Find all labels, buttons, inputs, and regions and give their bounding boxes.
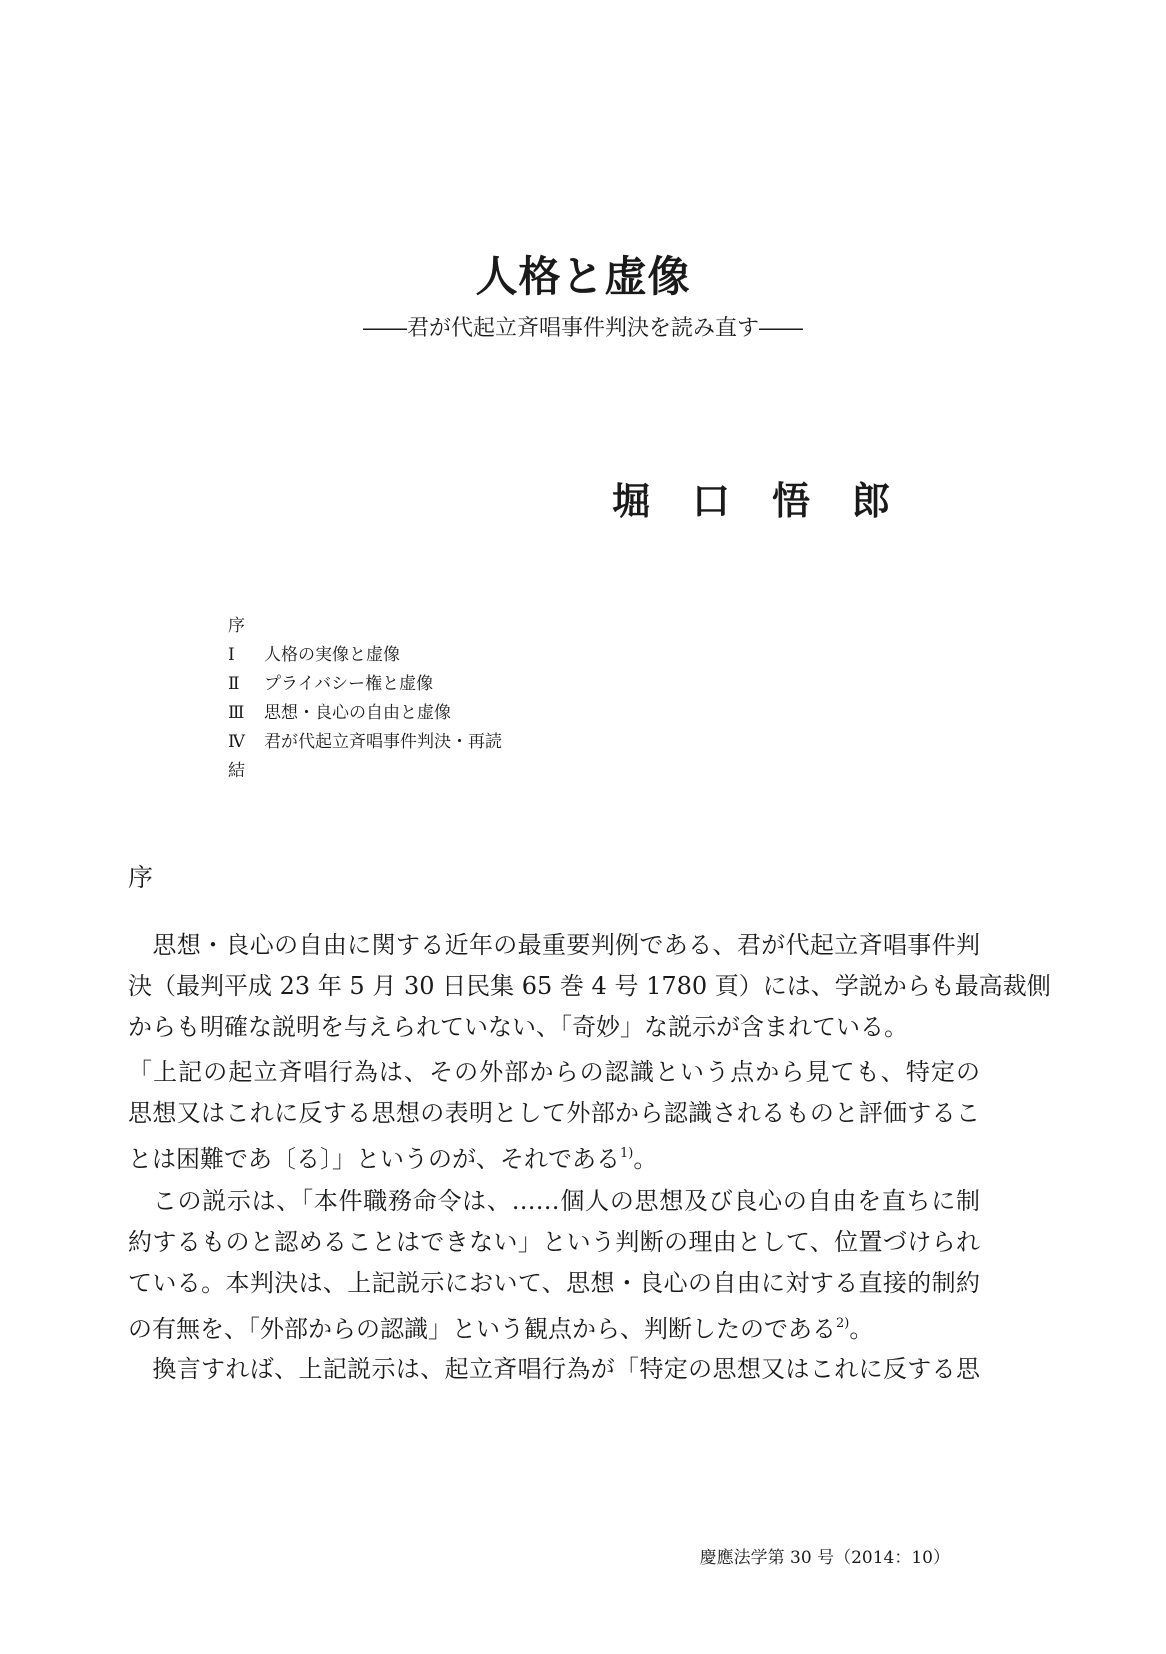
line-tail: 。 <box>849 1315 874 1343</box>
footnote-ref[interactable]: 1) <box>620 1146 634 1161</box>
body-line <box>128 1354 980 1384</box>
author-name <box>612 470 890 525</box>
line-text: 約するものと認めることはできない」という判断の理由として、位置づけられ <box>128 1228 980 1256</box>
body-line <box>128 1057 980 1087</box>
line-text: ている。本判決は、上記説示において、思想・良心の自由に対する直接的制約 <box>128 1269 980 1297</box>
toc-label: 思想・良心の自由と虚像 <box>264 703 451 723</box>
section-heading: 序 <box>128 863 154 892</box>
line-text: この説示は、「本件職務命令は、……個人の思想及び良心の自由を直ちに制 <box>128 1187 980 1215</box>
body-line <box>128 1268 980 1298</box>
toc-item <box>228 728 502 757</box>
toc-number: Ⅰ <box>228 645 235 665</box>
line-text: 換言すれば、上記説示は、起立斉唱行為が「特定の思想又はこれに反する思 <box>128 1355 980 1383</box>
toc-item <box>228 641 502 670</box>
toc-label: プライバシー権と虚像 <box>264 674 434 694</box>
author-char: 郎 <box>852 478 891 523</box>
body-line <box>128 1139 980 1173</box>
line-tail: 。 <box>633 1145 658 1173</box>
toc-item <box>228 699 502 728</box>
toc-number: 序 <box>228 616 245 636</box>
line-text: 思想又はこれに反する思想の表明として外部から認識されるものと評価するこ <box>128 1099 980 1127</box>
body-line <box>128 1098 980 1128</box>
footnote-ref[interactable]: 2) <box>836 1316 850 1331</box>
toc-item <box>228 670 502 699</box>
toc-item <box>228 757 502 786</box>
toc-number: 結 <box>228 761 245 781</box>
line-text: 「上記の起立斉唱行為は、その外部からの認識という点から見ても、特定の <box>128 1058 980 1086</box>
toc-label: 人格の実像と虚像 <box>264 645 400 665</box>
author-char: 口 <box>692 478 731 523</box>
body-line <box>128 1227 980 1257</box>
toc-number: Ⅳ <box>228 732 245 752</box>
body-line <box>128 1186 980 1216</box>
body-line <box>128 1309 980 1343</box>
body-line <box>128 1012 980 1042</box>
author-char: 堀 <box>612 478 651 523</box>
author-char: 悟 <box>772 478 811 523</box>
line-text: 思想・良心の自由に関する近年の最重要判例である、君が代起立斉唱事件判 <box>128 931 980 959</box>
line-text: からも明確な説明を与えられていない、「奇妙」な説示が含まれている。 <box>128 1013 908 1041</box>
table-of-contents <box>228 612 502 786</box>
paper-subtitle: ――君が代起立斉唱事件判決を読み直す―― <box>362 316 803 341</box>
toc-item <box>228 612 502 641</box>
toc-label: 君が代起立斉唱事件判決・再読 <box>264 732 502 752</box>
toc-number: Ⅲ <box>228 703 245 723</box>
line-text: とは困難であ〔る〕」というのが、それである <box>128 1145 620 1173</box>
line-text: 決（最判平成 23 年 5 月 30 日民集 65 巻 4 号 1780 頁）には、学説からも最高裁側 <box>128 972 1051 1000</box>
journal-footer: 慶應法学第 30 号（2014：10） <box>699 1548 950 1568</box>
line-text: の有無を、「外部からの認識」という観点から、判断したのである <box>128 1315 836 1343</box>
paper-title: 人格と虚像 <box>475 252 691 301</box>
body-line <box>128 971 1051 1001</box>
body-line <box>128 930 980 960</box>
toc-number: Ⅱ <box>228 674 240 694</box>
